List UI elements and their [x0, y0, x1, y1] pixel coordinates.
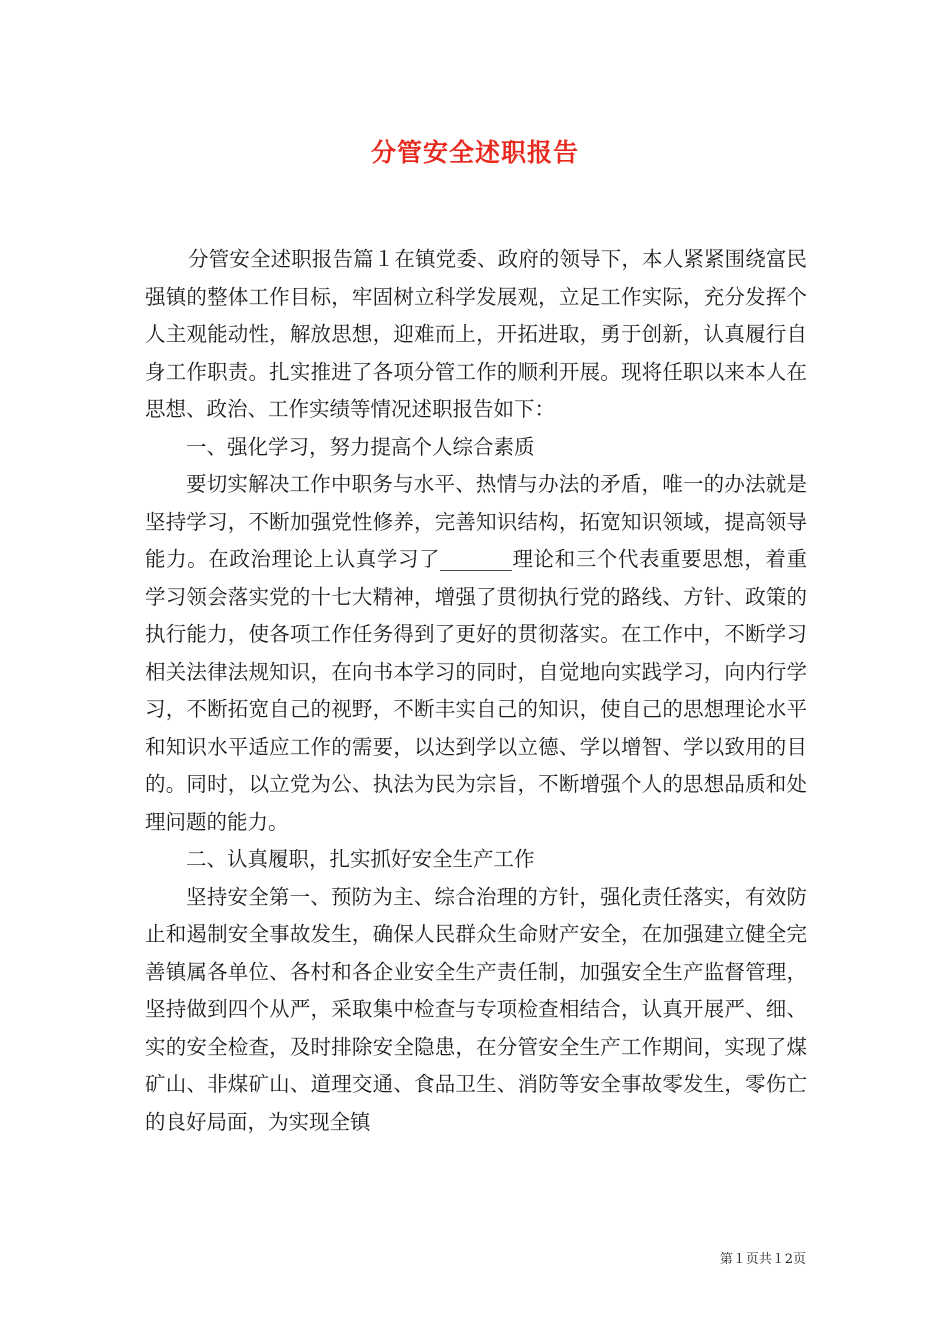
page-number-footer: 第１页共１2页 [719, 1252, 806, 1267]
section-heading-2: 二、认真履职，扎实抓好安全生产工作 [186, 847, 535, 871]
section-heading-1: 一、强化学习，努力提高个人综合素质 [186, 434, 535, 459]
paragraph-intro: 分管安全述职报告篇１在镇党委、政府的领导下，本人紧紧围绕富民强镇的整体工作目标，牢固树立科学发展观，立足工作实际，充分发挥个人主观能动性，解放思想，迎难而上，开拓进取，勇于创新，认真履行自身工作职责。扎实推进了各项分管工作的顺利开展。现将任职以来本人在思想、政治、工作实绩等情况述职报告如下： [145, 247, 807, 421]
paragraph-safety: 坚持安全第一、预防为主、综合治理的方针，强化责任落实，有效防止和遏制安全事故发生，确保人民群众生命财产安全，在加强建立健全完善镇属各单位、各村和各企业安全生产责任制，加强安全生产监督管理，坚持做到四个从严，采取集中检查与专项检查相结合，认真开展严、细、实的安全检查，及时排除安全隐患，在分管安全生产工作期间，实现了煤矿山、非煤矿山、道理交通、食品卫生、消防等安全事故零发生，零伤亡的良好局面，为实现全镇 [145, 884, 807, 1134]
paragraph-study: 要切实解决工作中职务与水平、热情与办法的矛盾，唯一的办法就是坚持学习，不断加强党性修养，完善知识结构，拓宽知识领域，提高领导能力。在政治理论上认真学习了_______理论和三个代表重要思想，着重学习领会落实党的十七大精神，增强了贯彻执行党的路线、方针、政策的执行能力，使各项工作任务得到了更好的贯彻落实。在工作中，不断学习相关法律法规知识，在向书本学习的同时，自觉地向实践学习，向内行学习，不断拓宽自己的视野，不断丰实自己的知识，使自己的思想理论水平和知识水平适应工作的需要，以达到学以立德、学以增智、学以致用的目的。同时，以立党为公、执法为民为宗旨，不断增强个人的思想品质和处理问题的能力。 [145, 472, 807, 834]
document-title: 分管安全述职报告 [370, 138, 579, 167]
document-body [145, 241, 807, 1141]
